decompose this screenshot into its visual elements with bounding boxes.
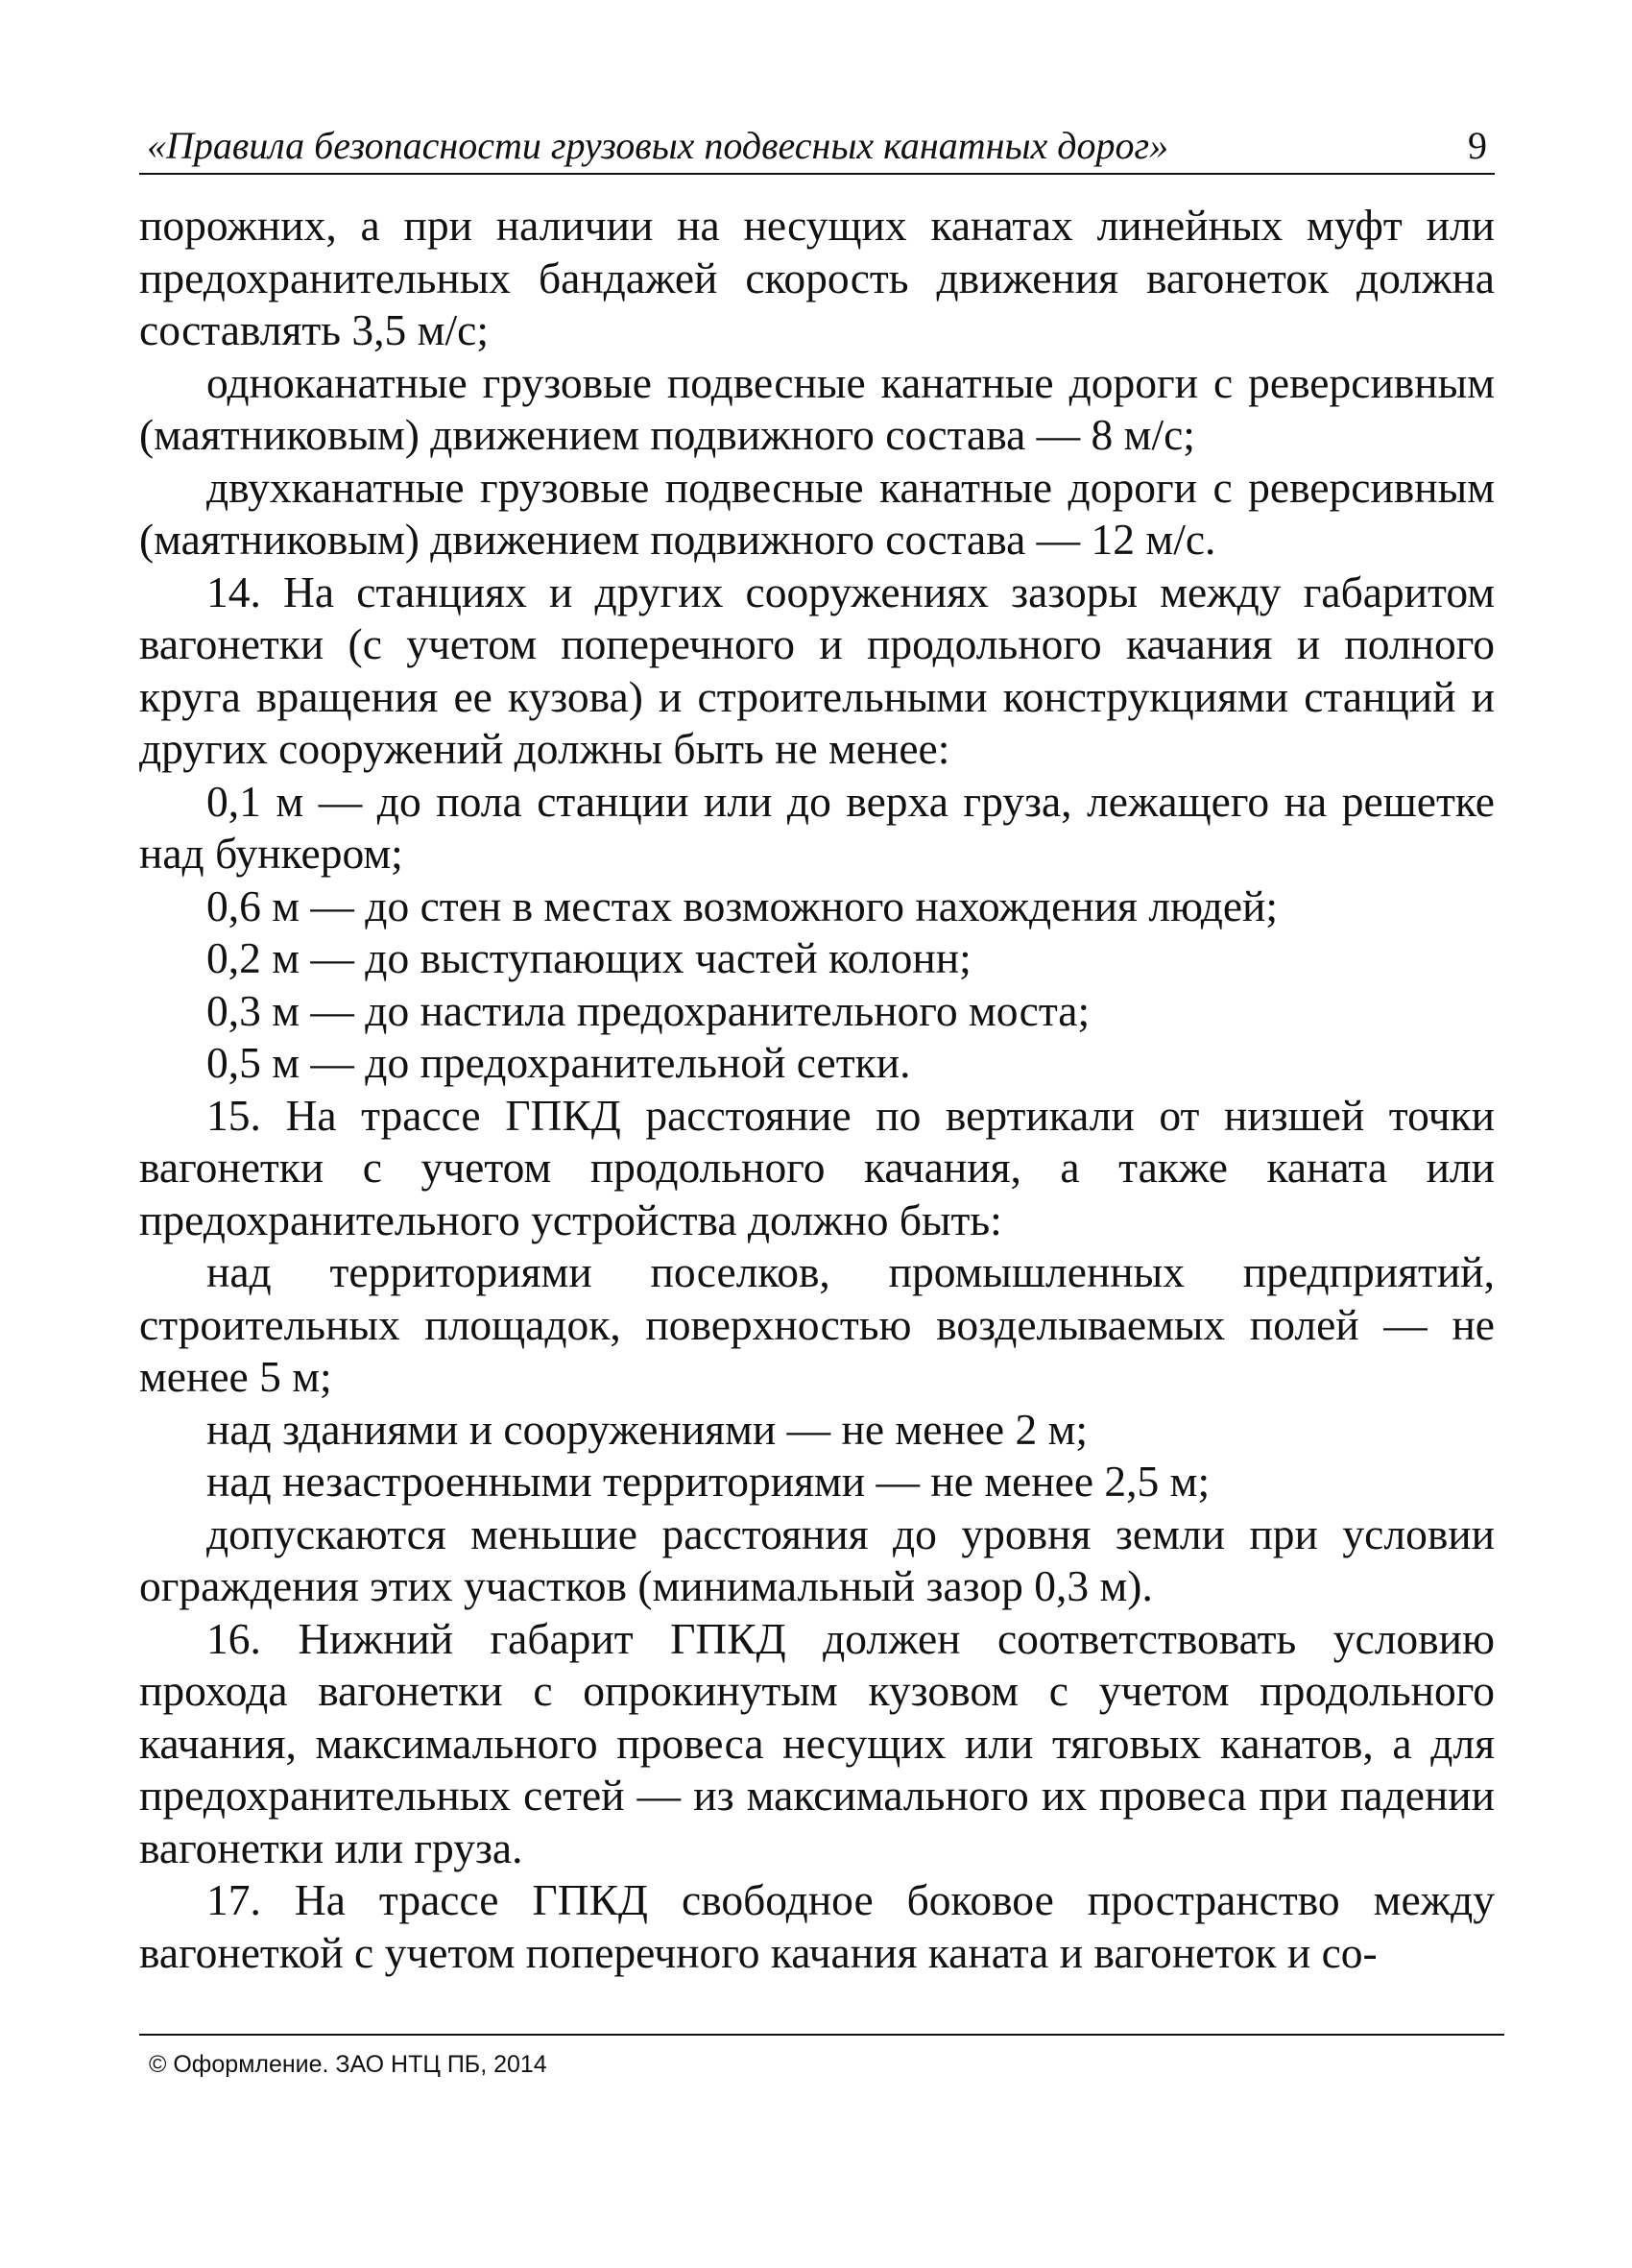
paragraph: 0,2 м — до выступающих частей колонн;	[206, 933, 972, 982]
paragraph: одноканатные грузовые подвесные канатные дороги с реверсивным (маятниковым) движением подвижного состава — 8 м/с;	[139, 357, 1495, 459]
paragraph: 0,6 м — до стен в местах возможного нахождения людей;	[206, 881, 1279, 930]
running-title: «Правила безопасности грузовых подвесных канатных дорог»	[147, 124, 1169, 167]
paragraph-clause-16: 16. Нижний габарит ГПКД должен соответствовать условию прохода вагонетки с опрокинутым кузовом с учетом продольного качания, максимального провеса несущих или тяговых канатов, а для предохранительных сетей — из максимального их провеса при падении вагонетки или груза.	[139, 1613, 1495, 1872]
paragraph: над зданиями и сооружениями — не менее 2 м;	[206, 1404, 1089, 1454]
paragraph: 0,3 м — до настила предохранительного моста;	[206, 985, 1091, 1035]
page-number: 9	[1468, 124, 1487, 167]
paragraph: двухканатные грузовые подвесные канатные дороги с реверсивным (маятниковым) движением подвижного состава — 12 м/с.	[139, 462, 1495, 564]
paragraph: над территориями поселков, промышленных предприятий, строительных площадок, поверхностью возделываемых полей — не менее 5 м;	[139, 1247, 1495, 1401]
paragraph: 0,1 м — до пола станции или до верха груза, лежащего на решетке над бункером;	[139, 776, 1495, 878]
page-header	[139, 113, 1495, 175]
page-footer	[139, 2034, 1504, 2079]
paragraph: допускаются меньшие расстояния до уровня земли при условии ограждения этих участков (минимальный зазор 0,3 м).	[139, 1508, 1495, 1610]
paragraph-clause-14: 14. На станциях и других сооружениях зазоры между габаритом вагонетки (с учетом поперечного и продольного качания и полного круга вращения ее кузова) и строительными конструкциями станций и других сооружений должны быть не менее:	[139, 567, 1495, 773]
copyright-text: © Оформление. ЗАО НТЦ ПБ, 2014	[149, 2051, 547, 2078]
paragraph-continuation: порожних, а при наличии на несущих канатах линейных муфт или предохранительных бандажей скорость движения вагонеток должна составлять 3,5 м/с;	[139, 201, 1495, 354]
document-body	[139, 200, 1495, 1979]
paragraph: над незастроенными территориями — не менее 2,5 м;	[206, 1457, 1211, 1506]
paragraph: 0,5 м — до предохранительной сетки.	[206, 1038, 911, 1087]
paragraph-clause-15: 15. На трассе ГПКД расстояние по вертикали от низшей точки вагонетки с учетом продольного качания, а также каната или предохранительного устройства должно быть:	[139, 1090, 1495, 1244]
paragraph-clause-17: 17. На трассе ГПКД свободное боковое пространство между вагонеткой с учетом поперечного качания каната и вагонеток и со-	[139, 1875, 1495, 1977]
